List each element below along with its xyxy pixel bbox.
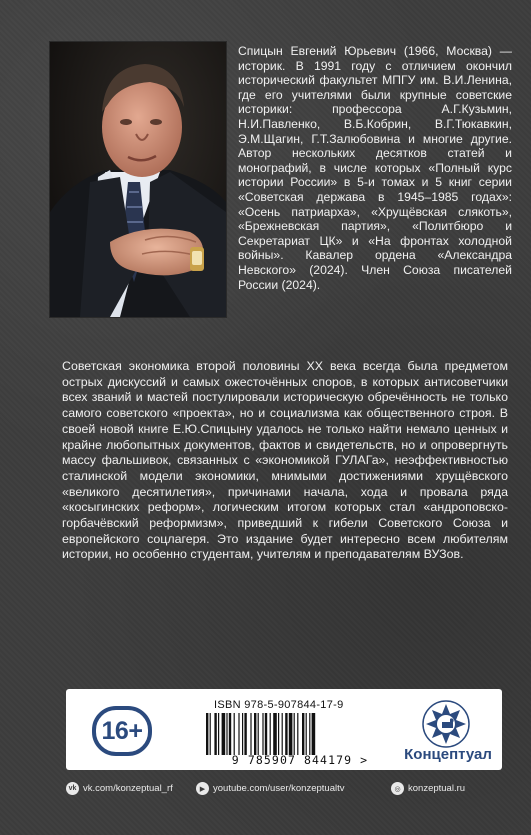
age-rating-badge: 16+ (92, 706, 152, 756)
social-site[interactable] (391, 782, 465, 795)
publisher-name: Концептуал (404, 746, 492, 763)
author-photo (50, 42, 226, 317)
publisher-logo-icon (422, 700, 470, 748)
social-youtube[interactable] (196, 782, 345, 795)
globe-icon: ◎ (391, 782, 404, 795)
book-annotation: Советская экономика второй половины XX века всегда была предметом острых дискуссий и самых ожесточённых споров, в которых антисоветчики всех званий и мастей постулировали историческую обречённость не только самого советского «проекта», но и социализма как общественного строя. В своей новой книге Е.Ю.Спицыну удалось не только найти немало ценных и крайне любопытных документов, фактов и свидетельств, но и опровергнуть массу фальшивок, связанных с «экономикой ГУЛАГа», неэффективностью сталинской модели экономики, мнимыми достижениями хрущёвского «великого десятилетия», причинами начала, хода и провала ряда «косыгинских реформ», логическим итогом которых стал «андроповско-горбачёвский реформизм», приведший к гибели Советского Союза и европейского соцлагеря. Это издание будет интересно всем любителям истории, но особенно студентам, учителям и преподавателям ВУЗов. (62, 359, 508, 562)
isbn-label: ISBN 978-5-907844-17-9 (214, 699, 344, 711)
social-site-text: konzeptual.ru (408, 783, 466, 794)
barcode-icon (202, 713, 398, 755)
social-vk-text: vk.com/konzeptual_rf (83, 783, 173, 794)
youtube-icon: ▶ (196, 782, 209, 795)
imprint-box (66, 689, 502, 770)
social-youtube-text: youtube.com/user/konzeptualtv (213, 783, 345, 794)
social-links (66, 782, 502, 800)
author-biography: Спицын Евгений Юрьевич (1966, Москва) — историк. В 1991 году с отличием окончил исторический факультет МПГУ им. В.И.Ленина, где его учителями были крупные советские историки: профессора А.Г.Кузьмин, Н.И.Павленко, В.Б.Кобрин, В.Г.Тюкавкин, Э.М.Щагин, Г.Т.Залюбовина и многие другие. Автор нескольких десятков статей и монографий, в числе которых «Полный курс истории России» в 5-и томах и 5 книг серии «Советская держава в 1945–1985 годах»: «Осень патриарха», «Хрущёвская слякоть», «Брежневская партия», «Политбюро и Секретариат ЦК» и «На фронтах холодной войны». Кавалер ордена «Александра Невского» (2024). Член Союза писателей России (2024). (238, 44, 512, 292)
vk-icon: vk (66, 782, 79, 795)
barcode-digits: 9 785907 844179 > (231, 753, 369, 767)
social-vk[interactable] (66, 782, 173, 795)
